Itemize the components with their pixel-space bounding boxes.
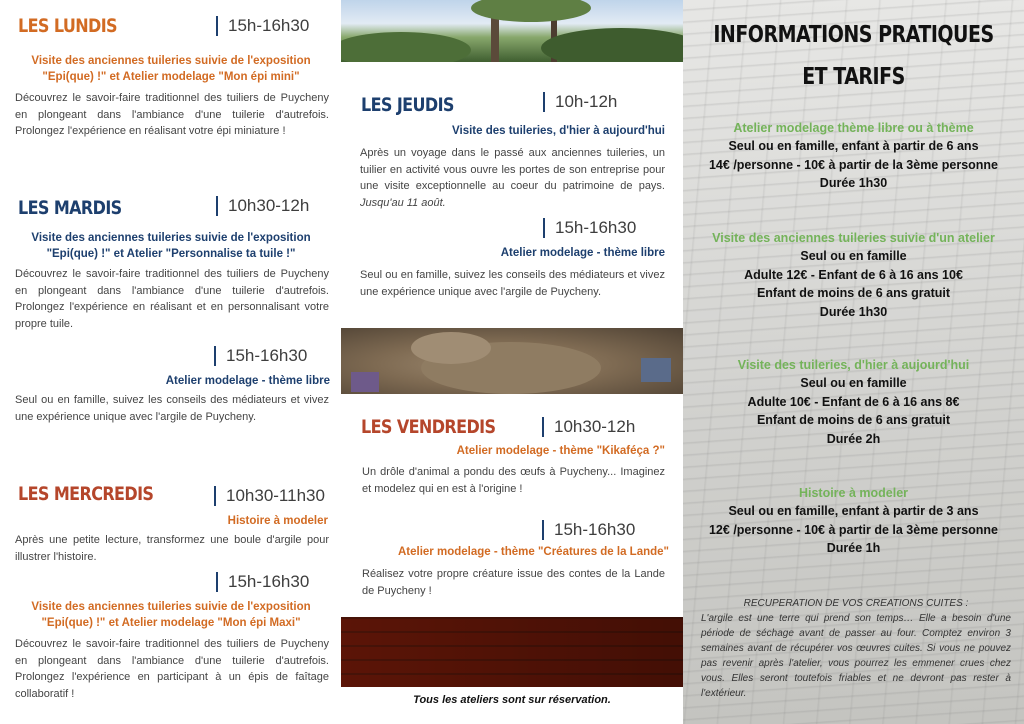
tarif-title: Visite des anciennes tuileries suivie d'un atelier xyxy=(712,231,995,245)
photo-hands-clay xyxy=(341,328,683,394)
title-vendredis-1: Atelier modelage - thème "Kikaféça ?" xyxy=(456,445,665,457)
title-mercredis-1: Histoire à modeler xyxy=(227,515,328,527)
column-right-info xyxy=(683,0,1024,724)
tarif-line: Durée 1h30 xyxy=(819,176,888,190)
recuperation-heading: RECUPERATION DE VOS CREATIONS CUITES : xyxy=(743,598,969,609)
title-mercredis-2a: Visite des anciennes tuileries suivie de l'exposition xyxy=(31,601,311,613)
info-heading-line2: ET TARIFS xyxy=(802,63,905,91)
tarif-line: Seul ou en famille xyxy=(800,376,907,390)
day-heading-mercredis: LES MERCREDIS xyxy=(18,482,154,505)
title-lundis-1a: Visite des anciennes tuileries suivie de l'exposition xyxy=(31,55,311,67)
tarif-block-visite-tuileries xyxy=(683,356,1024,448)
title-jeudis-2: Atelier modelage - thème libre xyxy=(500,247,665,259)
tarif-line: Adulte 10€ - Enfant de 6 à 16 ans 8€ xyxy=(747,394,960,409)
time-mercredis-1: 10h30-11h30 xyxy=(214,486,325,506)
tarif-block-histoire xyxy=(683,484,1024,558)
body-mardis-1: Découvrez le savoir-faire traditionnel des tuiliers de Puycheny en plongeant dans l'ambiance d'une tuilerie d'autrefois. Prolongez l'expérience en réalisant et en personnalisant votre propre tuile. xyxy=(15,268,329,330)
tarif-line: Durée 2h xyxy=(826,431,881,446)
tarif-title: Visite des tuileries, d'hier à aujourd'hui xyxy=(737,358,970,372)
title-jeudis-1: Visite des tuileries, d'hier à aujourd'hui xyxy=(452,125,665,137)
time-jeudis-1: 10h-12h xyxy=(543,92,617,112)
tarif-line: Seul ou en famille, enfant à partir de 6 ans xyxy=(728,139,979,153)
tarif-title: Histoire à modeler xyxy=(798,486,909,500)
time-mardis-1: 10h30-12h xyxy=(216,196,309,216)
time-lundis-1: 15h-16h30 xyxy=(216,16,309,36)
tarif-block-atelier xyxy=(683,119,1024,193)
time-mercredis-2: 15h-16h30 xyxy=(216,572,309,592)
pine-trees-illustration xyxy=(341,0,683,62)
body-mercredis-2: Découvrez le savoir-faire traditionnel des tuiliers de Puycheny en plongeant dans l'ambiance d'une tuilerie d'autrefois. Prolongez l'expérience en participant à un épis de faîtage collaboratif ! xyxy=(15,638,329,700)
info-heading-line1: INFORMATIONS PRATIQUES xyxy=(713,21,994,49)
photo-tile-stack xyxy=(341,617,683,687)
tarif-line: Enfant de moins de 6 ans gratuit xyxy=(756,413,951,427)
title-mardis-2: Atelier modelage - thème libre xyxy=(165,375,330,387)
title-mercredis-2b: "Epi(que) !" et Atelier modelage "Mon épi Maxi" xyxy=(41,617,301,629)
tarif-line: Adulte 12€ - Enfant de 6 à 16 ans 10€ xyxy=(744,267,963,282)
tarif-line: Durée 1h xyxy=(826,541,881,555)
title-vendredis-2: Atelier modelage - thème "Créatures de la Lande" xyxy=(397,546,669,558)
tarif-line: Enfant de moins de 6 ans gratuit xyxy=(756,286,951,300)
day-heading-mardis: LES MARDIS xyxy=(18,196,122,219)
time-vendredis-2: 15h-16h30 xyxy=(542,520,635,540)
tarif-block-visite-atelier xyxy=(683,229,1024,321)
body-mercredis-1: Après une petite lecture, transformez une boule d'argile pour illustrer l'histoire. xyxy=(15,534,329,563)
tarif-line: 14€ /personne - 10€ à partir de la 3ème personne xyxy=(708,157,998,172)
recuperation-notice xyxy=(701,596,1011,701)
day-heading-vendredis: LES VENDREDIS xyxy=(361,415,496,438)
tarif-line: Seul ou en famille xyxy=(800,249,907,263)
column-middle xyxy=(341,0,683,724)
tarif-line: Durée 1h30 xyxy=(819,304,888,319)
body-jeudis-2: Seul ou en famille, suivez les conseils des médiateurs et vivez une expérience unique avec l'argile de Puycheny. xyxy=(360,269,665,298)
tarif-title: Atelier modelage thème libre ou à thème xyxy=(733,121,974,135)
body-mardis-2: Seul ou en famille, suivez les conseils des médiateurs et vivez une expérience unique avec l'argile de Puycheny. xyxy=(15,394,329,423)
hands-clay-illustration xyxy=(341,328,683,394)
title-mardis-1b: "Epi(que) !" et Atelier "Personnalise ta tuile !" xyxy=(46,248,296,260)
body-jeudis-1 xyxy=(360,145,665,211)
column-left xyxy=(0,0,341,724)
day-heading-lundis: LES LUNDIS xyxy=(18,14,117,37)
recuperation-body: L'argile est une terre qui prend son temps… Elle a besoin d'une période de séchage avant de passer au four. Comptez environ 3 semaines avant de récupérer vos œuvres cuites. Si vous ne pouvez pas revenir après l'atelier, vous pourrez les emmener crues chez vous. Elles seront toutefois friables et ne devront pas rester à l'extérieur. xyxy=(701,613,1011,699)
body-jeudis-1-note: Jusqu'au 11 août. xyxy=(360,196,446,209)
tarif-line: Seul ou en famille, enfant à partir de 3 ans xyxy=(728,504,979,518)
tarif-line: 12€ /personne - 10€ à partir de la 3ème personne xyxy=(708,522,998,537)
day-heading-jeudis: LES JEUDIS xyxy=(361,93,454,116)
time-jeudis-2: 15h-16h30 xyxy=(543,218,636,238)
title-lundis-1b: "Epi(que) !" et Atelier modelage "Mon épi mini" xyxy=(42,71,300,83)
title-mardis-1a: Visite des anciennes tuileries suivie de l'exposition xyxy=(31,232,311,244)
body-jeudis-1-text: Après un voyage dans le passé aux anciennes tuileries, un tuilier en activité vous ouvre les portes de son entreprise pour une visite exceptionnelle au coeur du patrimoine de pays. xyxy=(360,147,665,192)
reservation-note: Tous les ateliers sont sur réservation. xyxy=(413,694,611,706)
body-vendredis-2: Réalisez votre propre créature issue des contes de la Lande de Puycheny ! xyxy=(362,568,665,597)
body-lundis-1: Découvrez le savoir-faire traditionnel des tuiliers de Puycheny en plongeant dans l'ambiance d'une tuilerie d'autrefois. Prolongez l'expérience en réalisant votre épi miniature ! xyxy=(15,92,329,137)
photo-pine-trees xyxy=(341,0,683,62)
time-mardis-2: 15h-16h30 xyxy=(214,346,307,366)
time-vendredis-1: 10h30-12h xyxy=(542,417,635,437)
body-vendredis-1: Un drôle d'animal a pondu des œufs à Puycheny... Imaginez et modelez qui en est à l'origine ! xyxy=(362,466,665,495)
